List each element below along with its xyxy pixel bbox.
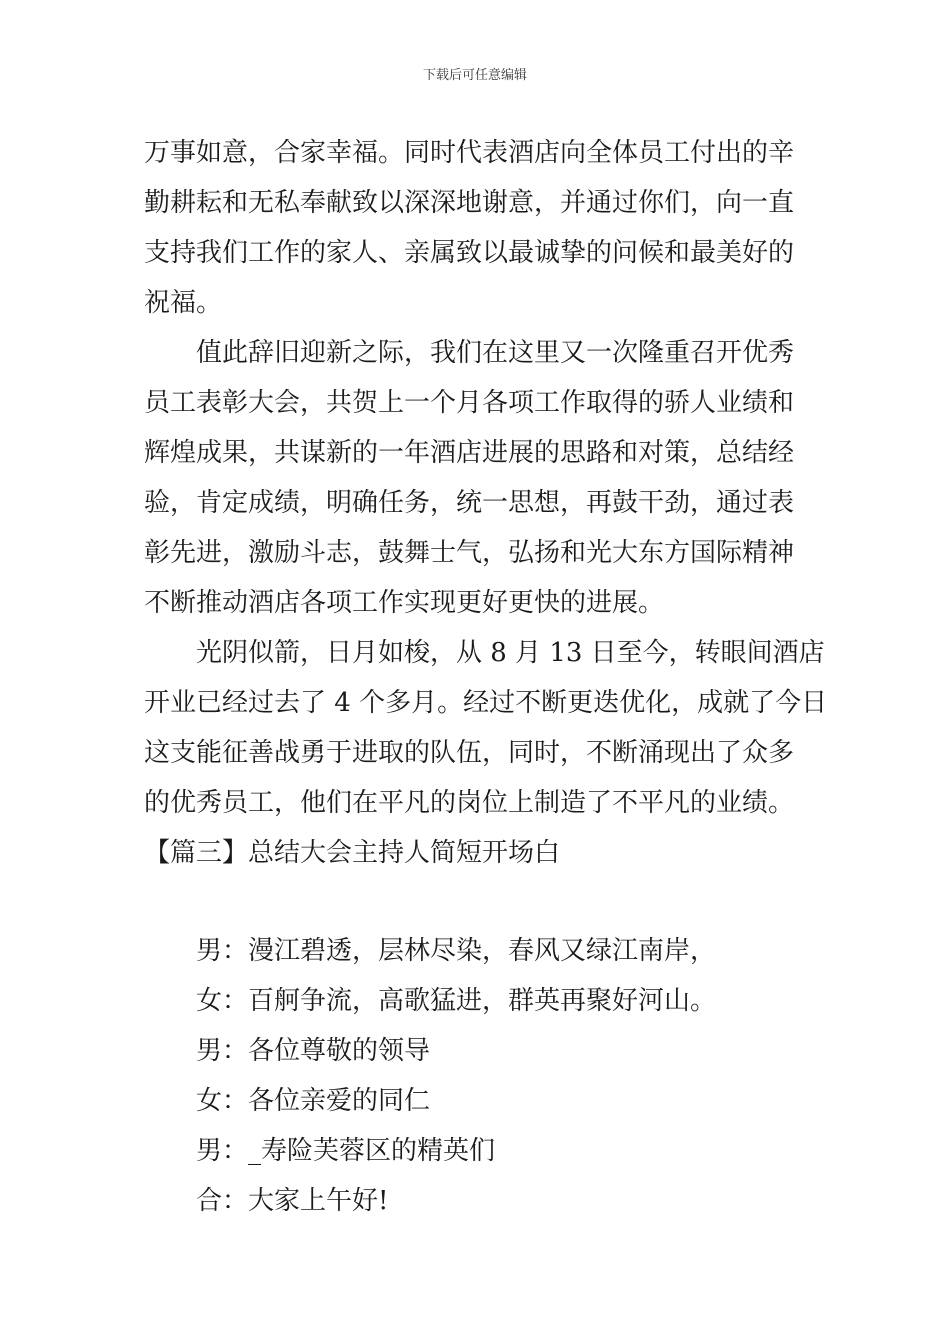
dialogue-block	[144, 926, 808, 1226]
paragraph-1	[144, 128, 808, 328]
page-header: 下载后可任意编辑	[422, 68, 527, 83]
paragraph-line: 值此辞旧迎新之际，我们在这里又一次隆重召开优秀	[196, 338, 795, 368]
paragraph-3	[144, 628, 828, 828]
paragraph-line: 不断推动酒店各项工作实现更好更快的进展。	[144, 588, 665, 618]
paragraph-line: 光阴似箭，日月如梭，从 8 月 13 日至今，转眼间酒店	[196, 638, 825, 668]
paragraph-line: 的优秀员工，他们在平凡的岗位上制造了不平凡的业绩。	[144, 788, 795, 818]
dialogue-line: 合：大家上午好!	[196, 1186, 389, 1216]
paragraph-line: 支持我们工作的家人、亲属致以最诚挚的问候和最美好的	[144, 238, 795, 268]
section-heading: 【篇三】总结大会主持人简短开场白	[144, 838, 561, 868]
dialogue-line: 男：各位尊敬的领导	[196, 1036, 431, 1066]
paragraph-2	[144, 328, 808, 628]
paragraph-line: 这支能征善战勇于进取的队伍，同时，不断涌现出了众多	[144, 738, 795, 768]
paragraph-line: 彰先进，激励斗志，鼓舞士气，弘扬和光大东方国际精神	[144, 538, 795, 568]
paragraph-line: 万事如意，合家幸福。同时代表酒店向全体员工付出的辛	[144, 138, 795, 168]
paragraph-line: 验，肯定成绩，明确任务，统一思想，再鼓干劲，通过表	[144, 488, 795, 518]
document-body	[144, 128, 828, 1226]
dialogue-line: 女：各位亲爱的同仁	[196, 1086, 431, 1116]
paragraph-line: 开业已经过去了 4 个多月。经过不断更迭优化，成就了今日	[144, 688, 828, 718]
paragraph-line: 祝福。	[144, 288, 223, 318]
paragraph-line: 勤耕耘和无私奉献致以深深地谢意，并通过你们，向一直	[144, 188, 795, 218]
paragraph-line: 辉煌成果，共谋新的一年酒店进展的思路和对策，总结经	[144, 438, 795, 468]
dialogue-line: 男：漫江碧透，层林尽染，春风又绿江南岸，	[196, 936, 717, 966]
dialogue-line: 男：_寿险芙蓉区的精英们	[196, 1136, 496, 1166]
dialogue-line: 女：百舸争流，高歌猛进，群英再聚好河山。	[196, 986, 717, 1016]
paragraph-line: 员工表彰大会，共贺上一个月各项工作取得的骄人业绩和	[144, 388, 795, 418]
